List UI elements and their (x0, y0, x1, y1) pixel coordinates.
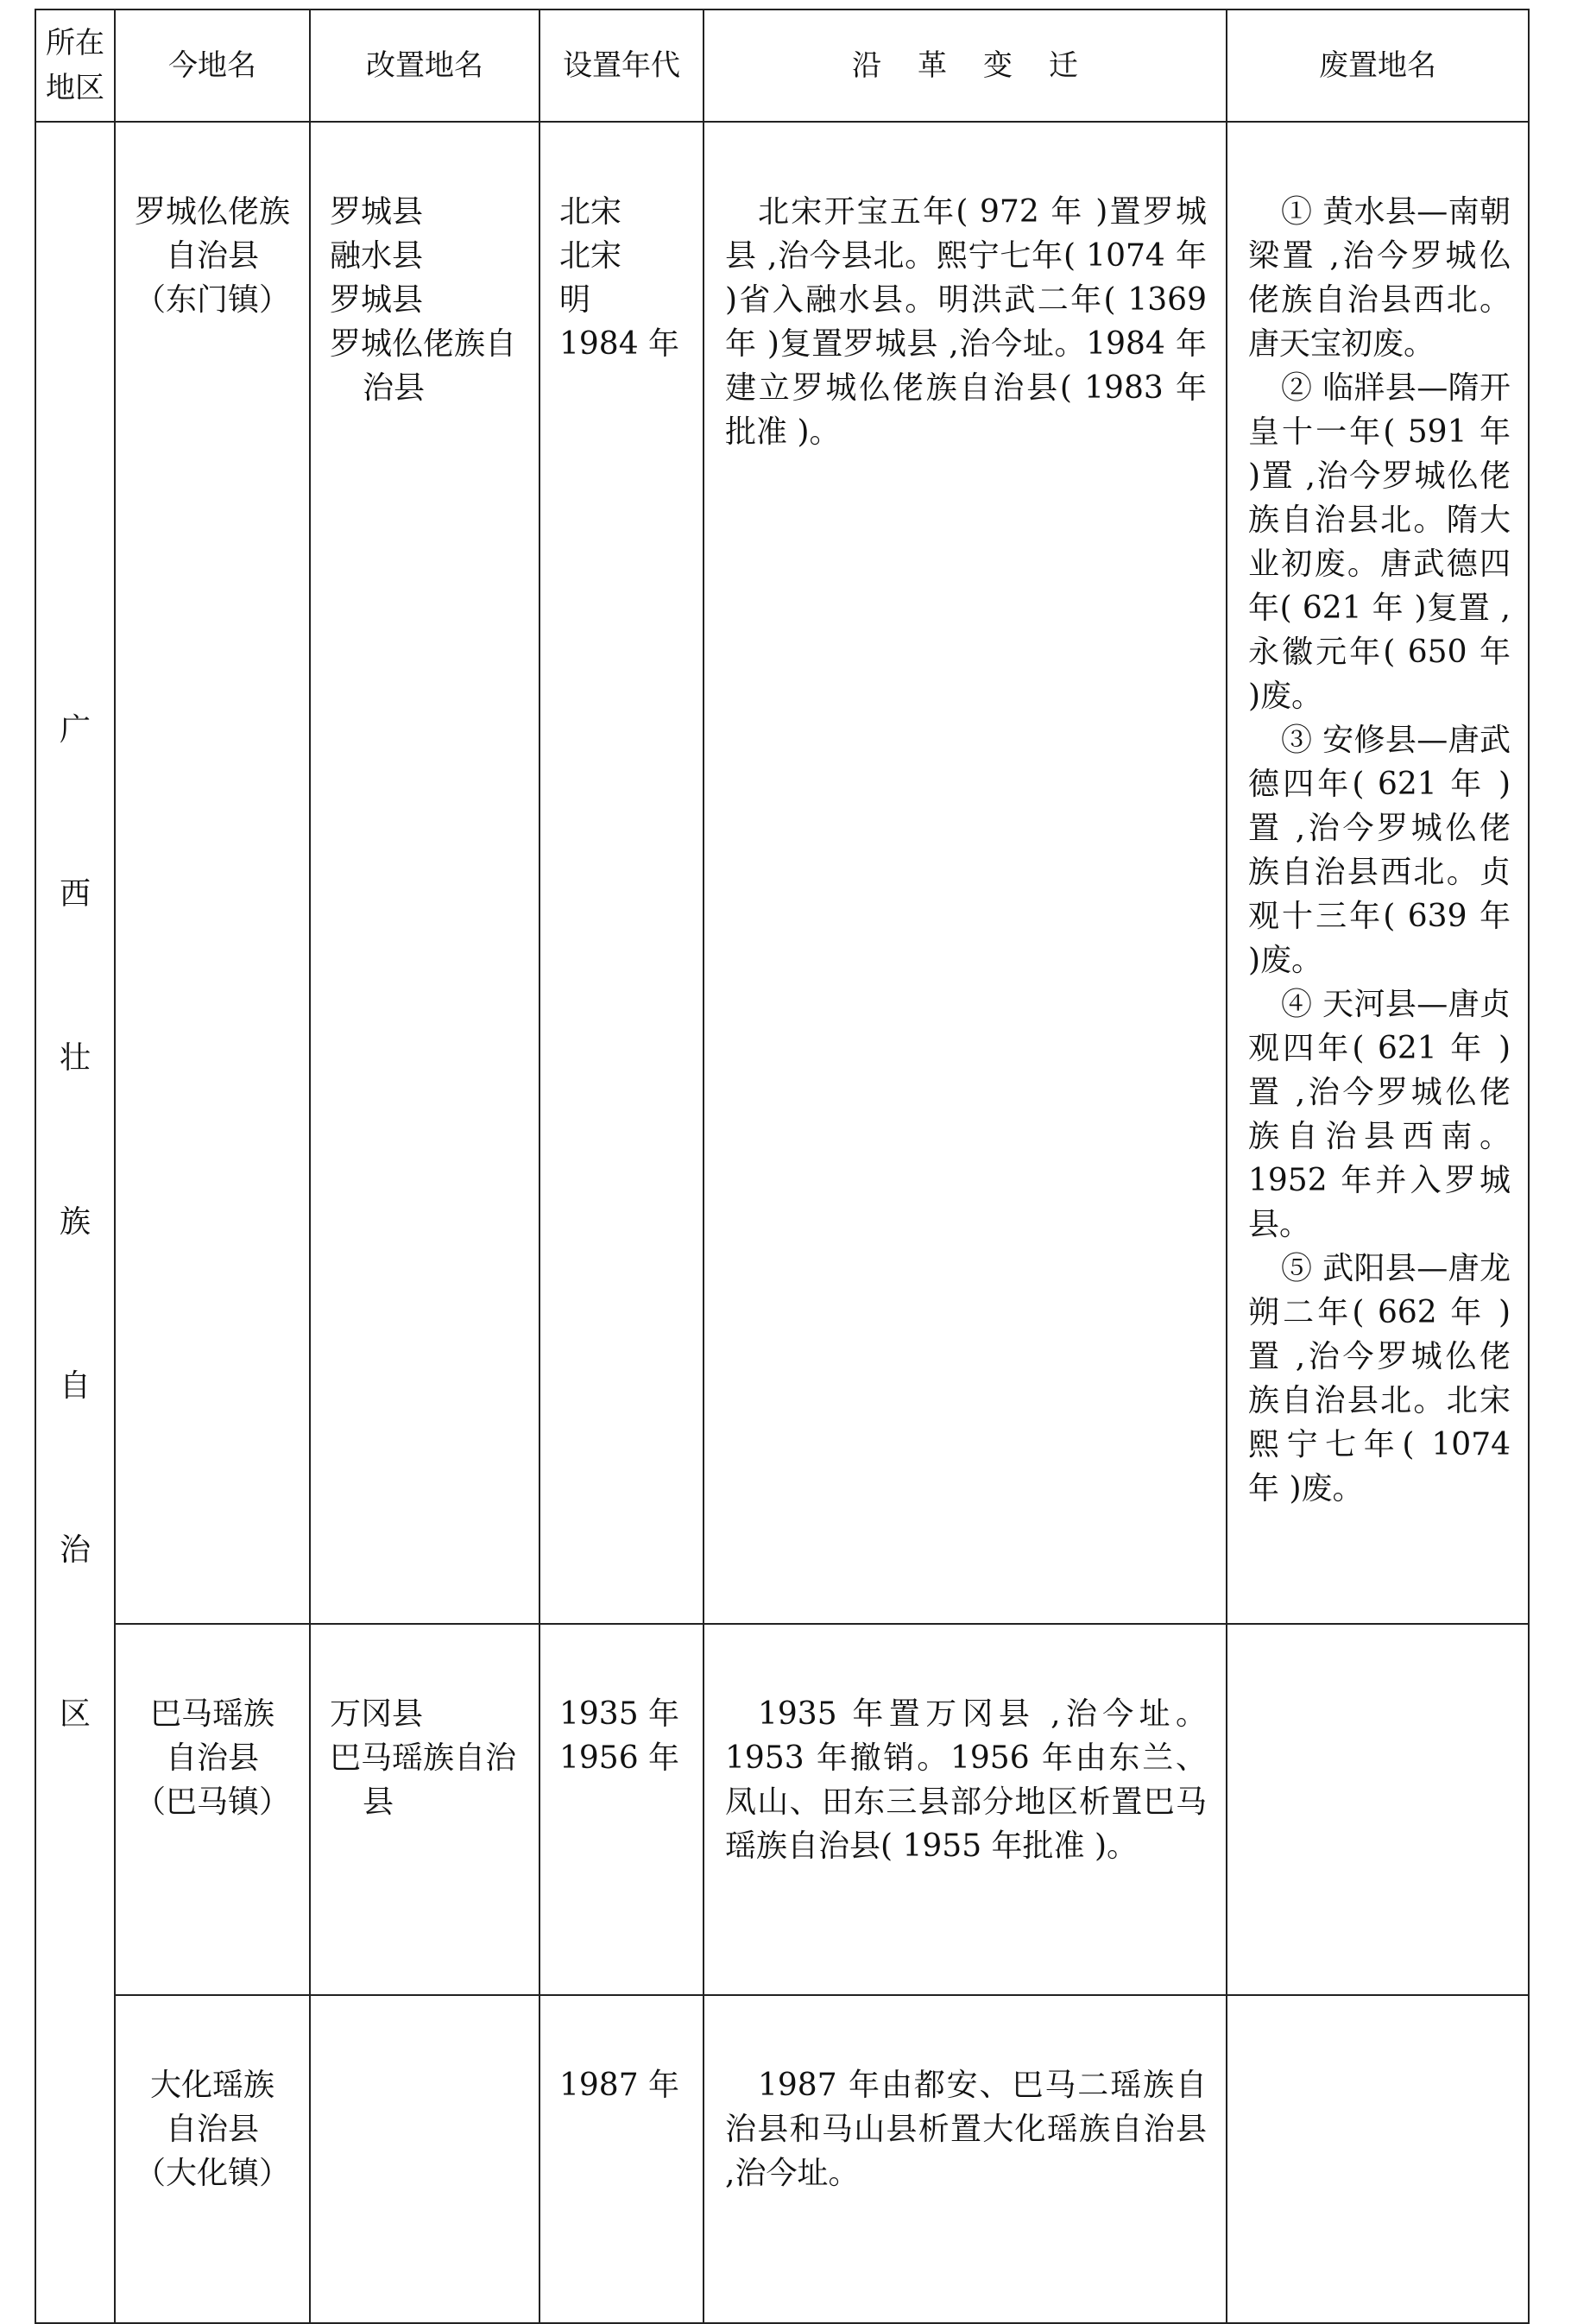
abolished-entry: ④ 天河县—唐贞观四年( 621 年 )置 ,治今罗城仫佬族自治县西南。1952 年并入罗城县。 (1248, 987, 1511, 1242)
current-name-cell (115, 1995, 310, 2323)
region-char: 族 (59, 1204, 91, 1240)
current-name-line: 巴马瑶族 (149, 1696, 274, 1732)
history-cell: 1987 年由都安、巴马二瑶族自治县和马山县析置大化瑶族自治县 ,治今址。 (704, 1995, 1227, 2323)
renamed-item: 罗城仫佬族自治县 (330, 326, 517, 406)
region-char: 壮 (59, 1040, 91, 1076)
header-row (35, 9, 1529, 122)
established-cell (539, 1624, 704, 1995)
renamed-item: 万冈县 (330, 1696, 424, 1732)
established-item: 1935 年 (559, 1696, 680, 1732)
renamed-cell (310, 122, 539, 1624)
current-name-line: 罗城仫佬族 (134, 194, 290, 230)
established-item: 1984 年 (559, 326, 680, 362)
table-row (35, 122, 1529, 1624)
header-current-name: 今地名 (115, 9, 310, 122)
abolished-entry: ③ 安修县—唐武德四年( 621 年 )置 ,治今罗城仫佬族自治县西北。贞观十三年( 639 年 )废。 (1248, 723, 1511, 978)
abolished-entry: ⑤ 武阳县—唐龙朔二年( 662 年 )置 ,治今罗城仫佬族自治县北。北宋熙宁七年( 1074 年 )废。 (1248, 1251, 1511, 1506)
table-row (35, 1624, 1529, 1995)
region-cell (35, 122, 115, 2323)
established-cell (539, 122, 704, 1624)
header-abolished: 废置地名 (1227, 9, 1529, 122)
established-item: 明 (559, 282, 591, 318)
region-char: 自 (59, 1368, 91, 1404)
current-name-line: 自治县 (165, 238, 259, 274)
current-name-line: 自治县 (165, 2112, 259, 2147)
established-item: 1987 年 (559, 2068, 680, 2103)
current-name-line: 大化瑶族 (149, 2068, 274, 2103)
current-name-line: （大化镇） (134, 2156, 290, 2191)
current-name-line: （东门镇） (134, 282, 290, 318)
header-region: 所在地区 (35, 9, 115, 122)
header-established: 设置年代 (539, 9, 704, 122)
renamed-item: 融水县 (330, 238, 424, 274)
history-cell: 1935 年置万冈县 ,治今址。1953 年撤销。1956 年由东兰、凤山、田东三县部分地区析置巴马瑶族自治县( 1955 年批准 )。 (704, 1624, 1227, 1995)
header-renamed: 改置地名 (310, 9, 539, 122)
abolished-entry: ② 临牂县—隋开皇十一年( 591 年 )置 ,治今罗城仫佬族自治县北。隋大业初废。唐武德四年( 621 年 )复置 ,永徽元年( 650 年 )废。 (1248, 370, 1511, 714)
abolished-cell (1227, 1624, 1529, 1995)
header-history: 沿革变迁 (704, 9, 1227, 122)
current-name-line: （巴马镇） (134, 1784, 290, 1820)
established-item: 北宋 (559, 194, 622, 230)
region-char: 西 (59, 876, 91, 912)
renamed-cell (310, 1624, 539, 1995)
gazetteer-table (35, 9, 1530, 2324)
region-char: 治 (59, 1532, 91, 1568)
current-name-cell (115, 122, 310, 1624)
abolished-cell (1227, 1995, 1529, 2323)
renamed-item: 巴马瑶族自治县 (330, 1740, 517, 1820)
table-row (35, 1995, 1529, 2323)
history-cell: 北宋开宝五年( 972 年 )置罗城县 ,治今县北。熙宁七年( 1074 年 )省入融水县。明洪武二年( 1369 年 )复置罗城县 ,治今址。1984 年建立罗城仫佬族自治县( 1983 年批准 )。 (704, 122, 1227, 1624)
current-name-cell (115, 1624, 310, 1995)
established-cell (539, 1995, 704, 2323)
abolished-cell (1227, 122, 1529, 1624)
region-char: 区 (59, 1696, 91, 1732)
renamed-cell (310, 1995, 539, 2323)
established-item: 1956 年 (559, 1740, 680, 1776)
region-char: 广 (59, 712, 91, 748)
renamed-item: 罗城县 (330, 194, 424, 230)
current-name-line: 自治县 (165, 1740, 259, 1776)
renamed-item: 罗城县 (330, 282, 424, 318)
established-item: 北宋 (559, 238, 622, 274)
abolished-entry: ① 黄水县—南朝梁置 ,治今罗城仫佬族自治县西北。唐天宝初废。 (1248, 194, 1511, 362)
